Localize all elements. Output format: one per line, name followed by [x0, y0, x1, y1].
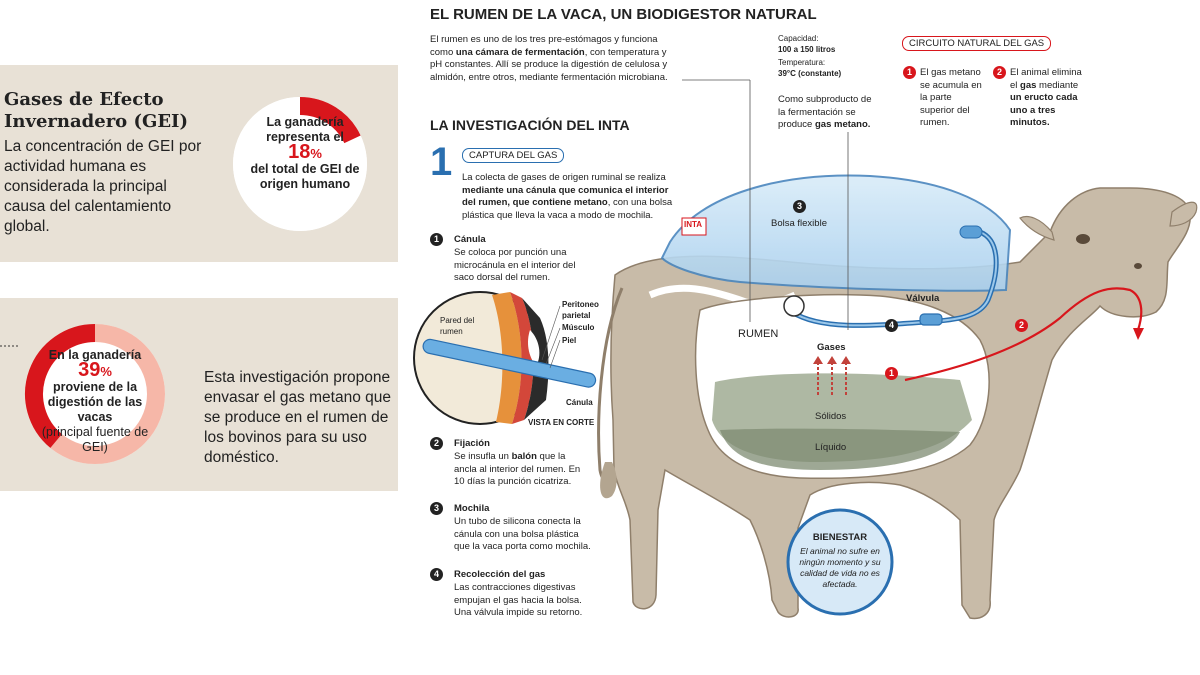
flexible-bag — [662, 176, 1010, 291]
capacity-value: 100 a 150 litros — [778, 44, 836, 54]
rumen-intro — [430, 34, 680, 84]
liquido-label: Líquido — [815, 442, 847, 453]
bag-num: 3 — [793, 200, 806, 213]
big-step-number: 1 — [430, 140, 453, 184]
bienestar-title: BIENESTAR — [812, 532, 868, 543]
investigacion-text: Esta investigación propone envasar el gas metano que se produce en el rumen de los bovinos para su uso doméstico. — [204, 369, 391, 466]
bag-label: Bolsa flexible — [771, 218, 827, 229]
ring2-text — [40, 348, 150, 455]
valve-num: 4 — [885, 319, 898, 332]
step4-text: Las contracciones digestivas empujan el gas hacia la bolsa. Una válvula impide su retorno. — [454, 582, 583, 618]
step2-c: que la ancla al interior del rumen. En 10 días la punción cicatriza. — [454, 451, 581, 487]
step2-title: Fijación — [454, 438, 490, 449]
step3-text: Un tubo de silicona conecta la cánula con una bolsa plástica que la vaca porta como mochila. — [454, 516, 591, 552]
step2-b: balón — [511, 451, 537, 462]
byproduct-text — [778, 94, 878, 132]
captura-label: CAPTURA DEL GAS — [462, 148, 564, 163]
musculo-label: Músculo — [562, 323, 595, 332]
circuit-step2-c: mediante — [1036, 79, 1079, 91]
circuit-step1-text: El gas metano se acumula en la parte superior del rumen. — [920, 67, 982, 128]
circuit-step2-text — [1010, 67, 1090, 130]
step4-num: 4 — [430, 568, 443, 581]
step2-num: 2 — [430, 437, 443, 450]
step3-title: Mochila — [454, 503, 490, 514]
gei-description: La concentración de GEI por actividad humana es considerada la principal causa del calentamiento global. — [4, 138, 202, 235]
circuit-marker-2: 2 — [1015, 319, 1028, 332]
circuit-step1-num: 1 — [903, 66, 916, 79]
byproduct-a: Como subproducto de la fermentación se produce — [778, 94, 872, 130]
solidos-label: Sólidos — [815, 411, 847, 422]
ring2-line2: proviene de la digestión de las vacas — [47, 380, 143, 424]
rumen-label: RUMEN — [738, 328, 779, 340]
piel-label: Piel — [562, 336, 577, 345]
gases-label: Gases — [817, 342, 846, 353]
inta-logo: INTA — [684, 220, 703, 229]
valve-label: Válvula — [906, 293, 940, 304]
circuit-step2-a: El animal elimina el — [1010, 67, 1082, 91]
peritoneo-label: Peritoneo parietal — [562, 300, 599, 320]
ring1-line2: del total de GEI de origen humano — [250, 162, 360, 191]
byproduct-b: gas metano. — [814, 119, 871, 130]
ganaderia-panel — [0, 298, 398, 491]
ring2-line3: (principal fuente de GEI) — [41, 425, 149, 454]
temperature-value: 39°C (constante) — [778, 68, 842, 78]
rumen-intro-c: , con temperatura y pH constantes. Allí se produce la digestión de celulosa y almidón, entre otros, mediante fermentación microbiana. — [430, 46, 668, 83]
valve — [920, 314, 942, 325]
circuit-step2-num: 2 — [993, 66, 1006, 79]
gei-title: Gases de Efecto Invernadero (GEI) — [4, 89, 188, 132]
temperature-label: Temperatura: — [778, 58, 826, 67]
rumen-intro-a: El rumen es uno de los tres pre-estómagos y funciona como — [430, 34, 658, 58]
bienestar-text: El animal no sufre en ningún momento y su calidad de vida no es afectada. — [799, 546, 881, 589]
gei-panel — [0, 65, 398, 262]
inta-heading: LA INVESTIGACIÓN DEL INTA — [430, 117, 630, 133]
vista-label: VISTA EN CORTE — [528, 418, 595, 427]
circuit-marker-1: 1 — [885, 367, 898, 380]
main-title: EL RUMEN DE LA VACA, UN BIODIGESTOR NATURAL — [430, 6, 817, 23]
ring1-pct-sign: % — [310, 146, 322, 161]
circuit-step2-b: gas — [1020, 79, 1037, 91]
canula-label: Cánula — [566, 398, 593, 407]
step1-num: 1 — [430, 233, 443, 246]
step1-text: Se coloca por punción una microcánula en el interior del saco dorsal del rumen. — [454, 247, 576, 283]
circuit-step2-d: un eructo cada uno a tres minutos. — [1010, 92, 1078, 128]
step4-title: Recolección del gas — [454, 569, 546, 580]
ring1-percent: 18 — [288, 141, 311, 163]
captura-b: mediante una cánula que comunica el interior del rumen, que contiene metano — [462, 184, 669, 208]
ring1-text — [245, 115, 365, 192]
ring2-pct-sign: % — [100, 364, 112, 379]
step2-a: Se insufla un — [454, 451, 512, 462]
circuit-label: CIRCUITO NATURAL DEL GAS — [902, 36, 1051, 51]
ring1-line1: La ganadería representa el — [266, 115, 344, 144]
step1-title: Cánula — [454, 234, 486, 245]
rumen-intro-b: una cámara de fermentación — [455, 46, 585, 58]
capacity-block — [778, 34, 888, 79]
capacity-label: Capacidad: — [778, 34, 819, 43]
ring2-percent: 39 — [78, 359, 101, 381]
step2-text — [454, 451, 588, 489]
captura-c: , con una bolsa plástica que lleva la vaca a modo de mochila. — [462, 197, 673, 221]
captura-text — [462, 172, 674, 222]
cannula-point — [784, 296, 804, 316]
step3-num: 3 — [430, 502, 443, 515]
pared-label: Pared del rumen — [440, 316, 475, 336]
ring2-line1: En la ganadería — [48, 348, 142, 362]
captura-a: La colecta de gases de origen ruminal se realiza — [462, 172, 666, 183]
